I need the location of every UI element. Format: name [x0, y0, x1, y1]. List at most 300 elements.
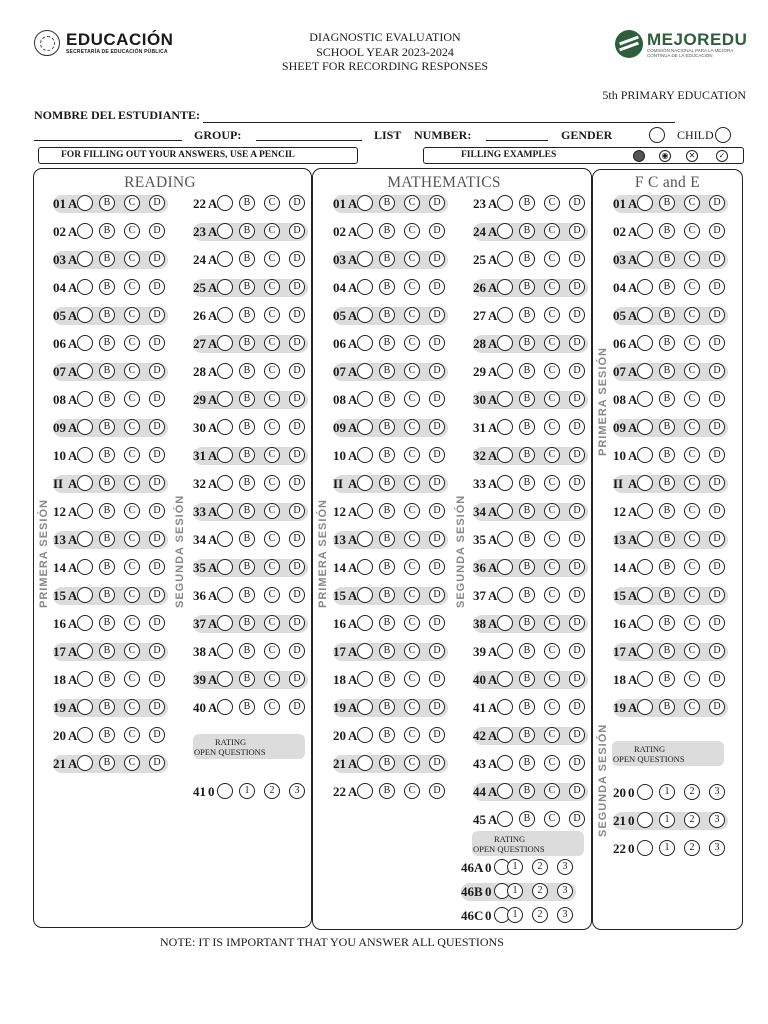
answer-bubble-b[interactable]: B: [239, 391, 255, 407]
answer-bubble-a[interactable]: [77, 503, 93, 519]
answer-bubble-c[interactable]: C: [684, 251, 700, 267]
score-bubble-3[interactable]: 3: [557, 859, 573, 875]
score-bubble-0[interactable]: [217, 783, 233, 799]
answer-bubble-c[interactable]: C: [404, 195, 420, 211]
answer-bubble-c[interactable]: C: [684, 363, 700, 379]
answer-bubble-b[interactable]: B: [659, 531, 675, 547]
answer-bubble-d[interactable]: D: [289, 363, 305, 379]
answer-bubble-a[interactable]: [637, 671, 653, 687]
answer-bubble-d[interactable]: D: [569, 643, 585, 659]
answer-bubble-b[interactable]: B: [239, 419, 255, 435]
answer-bubble-d[interactable]: D: [429, 531, 445, 547]
answer-bubble-b[interactable]: B: [659, 643, 675, 659]
answer-bubble-a[interactable]: [217, 279, 233, 295]
answer-bubble-a[interactable]: [217, 699, 233, 715]
answer-bubble-a[interactable]: [357, 671, 373, 687]
answer-bubble-b[interactable]: B: [379, 531, 395, 547]
answer-bubble-d[interactable]: D: [429, 419, 445, 435]
answer-bubble-a[interactable]: [357, 419, 373, 435]
answer-bubble-a[interactable]: [637, 419, 653, 435]
answer-bubble-a[interactable]: [217, 503, 233, 519]
answer-bubble-a[interactable]: [217, 671, 233, 687]
answer-bubble-b[interactable]: B: [99, 643, 115, 659]
answer-bubble-d[interactable]: D: [149, 223, 165, 239]
answer-bubble-d[interactable]: D: [709, 559, 725, 575]
answer-bubble-a[interactable]: [497, 699, 513, 715]
answer-bubble-c[interactable]: C: [124, 195, 140, 211]
answer-bubble-d[interactable]: D: [569, 755, 585, 771]
answer-bubble-c[interactable]: C: [684, 335, 700, 351]
answer-bubble-d[interactable]: D: [709, 335, 725, 351]
answer-bubble-c[interactable]: C: [544, 307, 560, 323]
score-bubble-1[interactable]: 1: [659, 784, 675, 800]
answer-bubble-d[interactable]: D: [289, 531, 305, 547]
answer-bubble-d[interactable]: D: [149, 671, 165, 687]
answer-bubble-c[interactable]: C: [404, 363, 420, 379]
answer-bubble-a[interactable]: [497, 251, 513, 267]
answer-bubble-d[interactable]: D: [709, 615, 725, 631]
answer-bubble-c[interactable]: C: [404, 727, 420, 743]
answer-bubble-d[interactable]: D: [569, 727, 585, 743]
answer-bubble-a[interactable]: [497, 447, 513, 463]
answer-bubble-b[interactable]: B: [659, 251, 675, 267]
answer-bubble-c[interactable]: C: [404, 335, 420, 351]
answer-bubble-d[interactable]: D: [149, 335, 165, 351]
answer-bubble-d[interactable]: D: [149, 559, 165, 575]
score-bubble-3[interactable]: 3: [289, 783, 305, 799]
answer-bubble-b[interactable]: B: [379, 195, 395, 211]
answer-bubble-b[interactable]: B: [99, 671, 115, 687]
answer-bubble-b[interactable]: B: [659, 335, 675, 351]
answer-bubble-a[interactable]: [637, 335, 653, 351]
answer-bubble-c[interactable]: C: [544, 671, 560, 687]
answer-bubble-b[interactable]: B: [519, 615, 535, 631]
answer-bubble-b[interactable]: B: [379, 503, 395, 519]
score-bubble-1[interactable]: 1: [507, 907, 523, 923]
group-field[interactable]: [256, 128, 362, 141]
answer-bubble-b[interactable]: B: [99, 587, 115, 603]
answer-bubble-a[interactable]: [497, 587, 513, 603]
answer-bubble-a[interactable]: [77, 223, 93, 239]
answer-bubble-a[interactable]: [77, 335, 93, 351]
answer-bubble-c[interactable]: C: [124, 363, 140, 379]
answer-bubble-b[interactable]: B: [239, 363, 255, 379]
answer-bubble-c[interactable]: C: [124, 671, 140, 687]
answer-bubble-d[interactable]: D: [289, 307, 305, 323]
answer-bubble-b[interactable]: B: [659, 419, 675, 435]
score-bubble-0[interactable]: [637, 840, 653, 856]
answer-bubble-a[interactable]: [217, 643, 233, 659]
answer-bubble-a[interactable]: [357, 643, 373, 659]
answer-bubble-a[interactable]: [497, 559, 513, 575]
answer-bubble-a[interactable]: [637, 223, 653, 239]
answer-bubble-d[interactable]: D: [429, 447, 445, 463]
answer-bubble-b[interactable]: B: [519, 419, 535, 435]
answer-bubble-b[interactable]: B: [379, 419, 395, 435]
score-bubble-2[interactable]: 2: [684, 840, 700, 856]
answer-bubble-b[interactable]: B: [239, 307, 255, 323]
answer-bubble-d[interactable]: D: [709, 643, 725, 659]
answer-bubble-c[interactable]: C: [404, 643, 420, 659]
answer-bubble-c[interactable]: C: [684, 391, 700, 407]
answer-bubble-c[interactable]: C: [124, 419, 140, 435]
answer-bubble-b[interactable]: B: [99, 307, 115, 323]
answer-bubble-a[interactable]: [637, 251, 653, 267]
answer-bubble-b[interactable]: B: [519, 783, 535, 799]
answer-bubble-a[interactable]: [77, 671, 93, 687]
answer-bubble-a[interactable]: [77, 307, 93, 323]
answer-bubble-a[interactable]: [217, 391, 233, 407]
answer-bubble-c[interactable]: C: [124, 391, 140, 407]
answer-bubble-c[interactable]: C: [684, 531, 700, 547]
answer-bubble-b[interactable]: B: [99, 419, 115, 435]
answer-bubble-a[interactable]: [357, 699, 373, 715]
answer-bubble-b[interactable]: B: [379, 643, 395, 659]
answer-bubble-d[interactable]: D: [429, 727, 445, 743]
answer-bubble-c[interactable]: C: [684, 643, 700, 659]
answer-bubble-b[interactable]: B: [659, 559, 675, 575]
answer-bubble-c[interactable]: C: [544, 419, 560, 435]
answer-bubble-c[interactable]: C: [544, 223, 560, 239]
answer-bubble-a[interactable]: [637, 391, 653, 407]
answer-bubble-a[interactable]: [497, 811, 513, 827]
answer-bubble-b[interactable]: B: [659, 279, 675, 295]
answer-bubble-d[interactable]: D: [429, 783, 445, 799]
answer-bubble-c[interactable]: C: [544, 783, 560, 799]
answer-bubble-b[interactable]: B: [379, 615, 395, 631]
answer-bubble-d[interactable]: D: [149, 419, 165, 435]
answer-bubble-a[interactable]: [77, 195, 93, 211]
answer-bubble-c[interactable]: C: [264, 279, 280, 295]
answer-bubble-a[interactable]: [357, 727, 373, 743]
answer-bubble-b[interactable]: B: [519, 335, 535, 351]
answer-bubble-d[interactable]: D: [429, 615, 445, 631]
answer-bubble-b[interactable]: B: [239, 447, 255, 463]
answer-bubble-c[interactable]: C: [264, 447, 280, 463]
answer-bubble-c[interactable]: C: [264, 223, 280, 239]
answer-bubble-d[interactable]: D: [569, 699, 585, 715]
answer-bubble-d[interactable]: D: [709, 223, 725, 239]
answer-bubble-b[interactable]: B: [99, 699, 115, 715]
answer-bubble-c[interactable]: C: [404, 447, 420, 463]
answer-bubble-b[interactable]: B: [379, 699, 395, 715]
answer-bubble-b[interactable]: B: [99, 727, 115, 743]
answer-bubble-a[interactable]: [77, 251, 93, 267]
answer-bubble-d[interactable]: D: [429, 755, 445, 771]
score-bubble-0[interactable]: [637, 784, 653, 800]
gender-radio[interactable]: [649, 127, 665, 143]
answer-bubble-d[interactable]: D: [149, 531, 165, 547]
answer-bubble-b[interactable]: B: [519, 811, 535, 827]
answer-bubble-c[interactable]: C: [124, 643, 140, 659]
answer-bubble-c[interactable]: C: [264, 335, 280, 351]
answer-bubble-d[interactable]: D: [429, 475, 445, 491]
answer-bubble-d[interactable]: D: [429, 699, 445, 715]
answer-bubble-d[interactable]: D: [709, 251, 725, 267]
answer-bubble-c[interactable]: C: [404, 587, 420, 603]
answer-bubble-c[interactable]: C: [404, 391, 420, 407]
answer-bubble-b[interactable]: B: [99, 755, 115, 771]
answer-bubble-d[interactable]: D: [289, 615, 305, 631]
answer-bubble-c[interactable]: C: [264, 475, 280, 491]
answer-bubble-c[interactable]: C: [544, 755, 560, 771]
score-bubble-3[interactable]: 3: [709, 840, 725, 856]
answer-bubble-a[interactable]: [637, 279, 653, 295]
answer-bubble-c[interactable]: C: [544, 559, 560, 575]
answer-bubble-c[interactable]: C: [684, 587, 700, 603]
answer-bubble-d[interactable]: D: [429, 671, 445, 687]
child-radio[interactable]: [715, 127, 731, 143]
answer-bubble-b[interactable]: B: [659, 363, 675, 379]
answer-bubble-c[interactable]: C: [124, 223, 140, 239]
answer-bubble-a[interactable]: [77, 755, 93, 771]
answer-bubble-d[interactable]: D: [709, 391, 725, 407]
answer-bubble-c[interactable]: C: [684, 195, 700, 211]
answer-bubble-a[interactable]: [497, 531, 513, 547]
answer-bubble-c[interactable]: C: [544, 727, 560, 743]
answer-bubble-d[interactable]: D: [709, 503, 725, 519]
answer-bubble-b[interactable]: B: [239, 335, 255, 351]
answer-bubble-d[interactable]: D: [709, 307, 725, 323]
answer-bubble-a[interactable]: [497, 279, 513, 295]
answer-bubble-b[interactable]: B: [99, 559, 115, 575]
answer-bubble-c[interactable]: C: [544, 811, 560, 827]
answer-bubble-c[interactable]: C: [684, 559, 700, 575]
answer-bubble-c[interactable]: C: [124, 699, 140, 715]
answer-bubble-a[interactable]: [357, 587, 373, 603]
answer-bubble-a[interactable]: [637, 615, 653, 631]
answer-bubble-c[interactable]: C: [264, 699, 280, 715]
answer-bubble-c[interactable]: C: [404, 671, 420, 687]
answer-bubble-c[interactable]: C: [404, 615, 420, 631]
answer-bubble-b[interactable]: B: [379, 223, 395, 239]
answer-bubble-a[interactable]: [637, 447, 653, 463]
answer-bubble-a[interactable]: [77, 391, 93, 407]
answer-bubble-a[interactable]: [77, 447, 93, 463]
answer-bubble-c[interactable]: C: [684, 307, 700, 323]
answer-bubble-c[interactable]: C: [124, 531, 140, 547]
answer-bubble-b[interactable]: B: [239, 503, 255, 519]
answer-bubble-d[interactable]: D: [569, 335, 585, 351]
answer-bubble-c[interactable]: C: [684, 475, 700, 491]
answer-bubble-a[interactable]: [77, 279, 93, 295]
answer-bubble-c[interactable]: C: [544, 363, 560, 379]
answer-bubble-b[interactable]: B: [379, 587, 395, 603]
answer-bubble-d[interactable]: D: [569, 419, 585, 435]
answer-bubble-b[interactable]: B: [519, 671, 535, 687]
answer-bubble-b[interactable]: B: [239, 615, 255, 631]
answer-bubble-c[interactable]: C: [404, 503, 420, 519]
answer-bubble-b[interactable]: B: [659, 699, 675, 715]
answer-bubble-a[interactable]: [497, 307, 513, 323]
answer-bubble-d[interactable]: D: [569, 195, 585, 211]
answer-bubble-c[interactable]: C: [264, 587, 280, 603]
score-bubble-2[interactable]: 2: [264, 783, 280, 799]
answer-bubble-b[interactable]: B: [99, 447, 115, 463]
answer-bubble-c[interactable]: C: [264, 503, 280, 519]
answer-bubble-c[interactable]: C: [544, 587, 560, 603]
answer-bubble-a[interactable]: [217, 307, 233, 323]
answer-bubble-c[interactable]: C: [544, 475, 560, 491]
answer-bubble-d[interactable]: D: [429, 195, 445, 211]
answer-bubble-a[interactable]: [357, 475, 373, 491]
answer-bubble-b[interactable]: B: [519, 587, 535, 603]
answer-bubble-c[interactable]: C: [124, 335, 140, 351]
answer-bubble-d[interactable]: D: [429, 559, 445, 575]
answer-bubble-b[interactable]: B: [519, 447, 535, 463]
answer-bubble-a[interactable]: [357, 503, 373, 519]
answer-bubble-c[interactable]: C: [404, 251, 420, 267]
answer-bubble-d[interactable]: D: [289, 699, 305, 715]
blank-field[interactable]: [34, 128, 182, 141]
answer-bubble-a[interactable]: [217, 531, 233, 547]
answer-bubble-d[interactable]: D: [149, 251, 165, 267]
answer-bubble-b[interactable]: B: [659, 447, 675, 463]
answer-bubble-a[interactable]: [357, 195, 373, 211]
answer-bubble-b[interactable]: B: [659, 587, 675, 603]
answer-bubble-b[interactable]: B: [239, 671, 255, 687]
answer-bubble-c[interactable]: C: [544, 615, 560, 631]
answer-bubble-c[interactable]: C: [684, 419, 700, 435]
answer-bubble-c[interactable]: C: [404, 307, 420, 323]
answer-bubble-a[interactable]: [357, 279, 373, 295]
answer-bubble-d[interactable]: D: [149, 587, 165, 603]
answer-bubble-c[interactable]: C: [264, 195, 280, 211]
answer-bubble-d[interactable]: D: [569, 559, 585, 575]
answer-bubble-b[interactable]: B: [659, 223, 675, 239]
answer-bubble-a[interactable]: [357, 335, 373, 351]
answer-bubble-a[interactable]: [357, 363, 373, 379]
answer-bubble-b[interactable]: B: [379, 251, 395, 267]
answer-bubble-c[interactable]: C: [264, 671, 280, 687]
answer-bubble-d[interactable]: D: [149, 643, 165, 659]
answer-bubble-b[interactable]: B: [659, 307, 675, 323]
answer-bubble-d[interactable]: D: [149, 727, 165, 743]
answer-bubble-c[interactable]: C: [264, 559, 280, 575]
answer-bubble-b[interactable]: B: [379, 727, 395, 743]
answer-bubble-d[interactable]: D: [149, 699, 165, 715]
number-field[interactable]: [486, 128, 548, 141]
answer-bubble-b[interactable]: B: [99, 531, 115, 547]
answer-bubble-a[interactable]: [497, 223, 513, 239]
answer-bubble-d[interactable]: D: [569, 251, 585, 267]
answer-bubble-b[interactable]: B: [99, 251, 115, 267]
answer-bubble-b[interactable]: B: [519, 279, 535, 295]
score-bubble-2[interactable]: 2: [684, 784, 700, 800]
answer-bubble-b[interactable]: B: [239, 251, 255, 267]
answer-bubble-b[interactable]: B: [519, 503, 535, 519]
answer-bubble-c[interactable]: C: [124, 447, 140, 463]
answer-bubble-d[interactable]: D: [289, 587, 305, 603]
answer-bubble-c[interactable]: C: [124, 503, 140, 519]
score-bubble-2[interactable]: 2: [532, 883, 548, 899]
answer-bubble-b[interactable]: B: [379, 391, 395, 407]
answer-bubble-b[interactable]: B: [379, 279, 395, 295]
answer-bubble-b[interactable]: B: [239, 559, 255, 575]
answer-bubble-c[interactable]: C: [404, 755, 420, 771]
answer-bubble-d[interactable]: D: [569, 811, 585, 827]
answer-bubble-a[interactable]: [497, 363, 513, 379]
answer-bubble-d[interactable]: D: [709, 279, 725, 295]
answer-bubble-d[interactable]: D: [429, 223, 445, 239]
answer-bubble-a[interactable]: [357, 559, 373, 575]
answer-bubble-c[interactable]: C: [124, 615, 140, 631]
score-bubble-1[interactable]: 1: [659, 812, 675, 828]
answer-bubble-a[interactable]: [357, 251, 373, 267]
answer-bubble-a[interactable]: [637, 475, 653, 491]
answer-bubble-a[interactable]: [357, 783, 373, 799]
answer-bubble-c[interactable]: C: [124, 559, 140, 575]
answer-bubble-b[interactable]: B: [519, 699, 535, 715]
answer-bubble-b[interactable]: B: [519, 391, 535, 407]
answer-bubble-a[interactable]: [217, 447, 233, 463]
answer-bubble-b[interactable]: B: [379, 335, 395, 351]
answer-bubble-a[interactable]: [217, 335, 233, 351]
answer-bubble-a[interactable]: [77, 363, 93, 379]
answer-bubble-c[interactable]: C: [264, 391, 280, 407]
answer-bubble-a[interactable]: [77, 727, 93, 743]
answer-bubble-a[interactable]: [497, 783, 513, 799]
answer-bubble-a[interactable]: [637, 559, 653, 575]
answer-bubble-a[interactable]: [497, 335, 513, 351]
answer-bubble-b[interactable]: B: [99, 223, 115, 239]
answer-bubble-b[interactable]: B: [99, 391, 115, 407]
answer-bubble-b[interactable]: B: [519, 223, 535, 239]
answer-bubble-d[interactable]: D: [289, 251, 305, 267]
answer-bubble-d[interactable]: D: [429, 363, 445, 379]
answer-bubble-c[interactable]: C: [264, 615, 280, 631]
answer-bubble-a[interactable]: [497, 391, 513, 407]
answer-bubble-a[interactable]: [637, 587, 653, 603]
answer-bubble-c[interactable]: C: [264, 307, 280, 323]
answer-bubble-c[interactable]: C: [404, 279, 420, 295]
answer-bubble-b[interactable]: B: [239, 643, 255, 659]
answer-bubble-a[interactable]: [497, 615, 513, 631]
answer-bubble-c[interactable]: C: [264, 251, 280, 267]
answer-bubble-a[interactable]: [77, 559, 93, 575]
score-bubble-1[interactable]: 1: [507, 883, 523, 899]
answer-bubble-b[interactable]: B: [379, 755, 395, 771]
answer-bubble-b[interactable]: B: [379, 475, 395, 491]
answer-bubble-d[interactable]: D: [149, 279, 165, 295]
answer-bubble-c[interactable]: C: [124, 251, 140, 267]
answer-bubble-a[interactable]: [357, 615, 373, 631]
answer-bubble-a[interactable]: [77, 643, 93, 659]
answer-bubble-c[interactable]: C: [544, 699, 560, 715]
answer-bubble-c[interactable]: C: [684, 615, 700, 631]
answer-bubble-b[interactable]: B: [99, 503, 115, 519]
answer-bubble-c[interactable]: C: [684, 503, 700, 519]
answer-bubble-b[interactable]: B: [519, 475, 535, 491]
answer-bubble-d[interactable]: D: [429, 587, 445, 603]
answer-bubble-a[interactable]: [637, 363, 653, 379]
answer-bubble-c[interactable]: C: [544, 195, 560, 211]
answer-bubble-a[interactable]: [77, 531, 93, 547]
answer-bubble-c[interactable]: C: [404, 531, 420, 547]
answer-bubble-d[interactable]: D: [289, 643, 305, 659]
answer-bubble-d[interactable]: D: [149, 391, 165, 407]
answer-bubble-a[interactable]: [77, 587, 93, 603]
score-bubble-3[interactable]: 3: [557, 883, 573, 899]
answer-bubble-a[interactable]: [637, 699, 653, 715]
answer-bubble-a[interactable]: [77, 419, 93, 435]
answer-bubble-b[interactable]: B: [379, 783, 395, 799]
answer-bubble-a[interactable]: [497, 643, 513, 659]
answer-bubble-a[interactable]: [77, 615, 93, 631]
answer-bubble-a[interactable]: [217, 587, 233, 603]
answer-bubble-c[interactable]: C: [124, 587, 140, 603]
answer-bubble-a[interactable]: [637, 531, 653, 547]
